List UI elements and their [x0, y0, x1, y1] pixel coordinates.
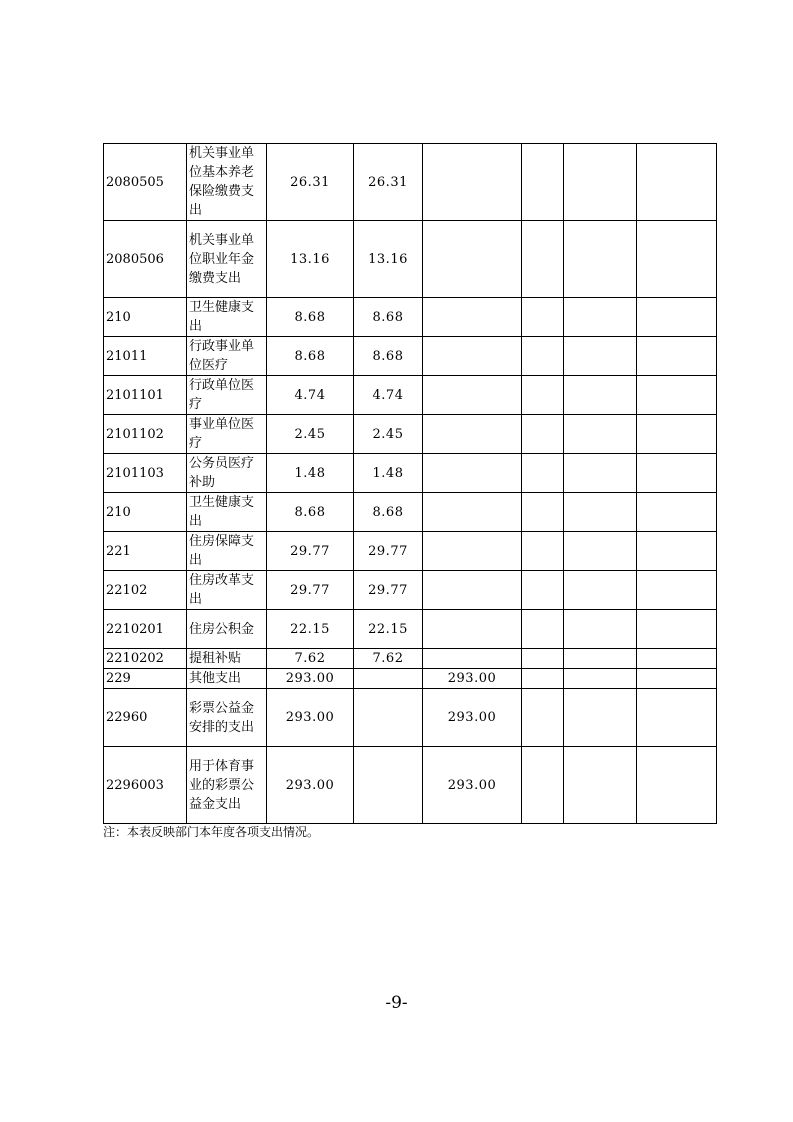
basic-expense-cell: 22.15: [354, 610, 423, 649]
subject-code-cell: 2210201: [104, 610, 187, 649]
basic-expense-cell: 8.68: [354, 337, 423, 376]
basic-expense-cell: 29.77: [354, 532, 423, 571]
subject-name-cell: 卫生健康支出: [187, 298, 267, 337]
basic-expense-cell: 2.45: [354, 415, 423, 454]
total-cell: 13.16: [267, 221, 354, 298]
col6-cell: [522, 144, 564, 221]
table-row: [104, 298, 717, 337]
subject-name-cell: 公务员医疗补助: [187, 454, 267, 493]
project-expense-cell: [423, 532, 522, 571]
table-body: [104, 144, 717, 824]
col8-cell: [637, 532, 717, 571]
col6-cell: [522, 747, 564, 824]
col7-cell: [564, 144, 637, 221]
project-expense-cell: [423, 649, 522, 669]
total-cell: 29.77: [267, 532, 354, 571]
subject-name-cell: 住房公积金: [187, 610, 267, 649]
table-row: [104, 415, 717, 454]
table-note: 注：本表反映部门本年度各项支出情况。: [103, 825, 320, 839]
total-cell: 8.68: [267, 493, 354, 532]
subject-name-cell: 住房改革支出: [187, 571, 267, 610]
col7-cell: [564, 649, 637, 669]
col8-cell: [637, 144, 717, 221]
subject-code-cell: 210: [104, 493, 187, 532]
table-row: [104, 454, 717, 493]
col6-cell: [522, 454, 564, 493]
subject-name-cell: 用于体育事业的彩票公益金支出: [187, 747, 267, 824]
basic-expense-cell: 7.62: [354, 649, 423, 669]
col6-cell: [522, 610, 564, 649]
subject-code-cell: 229: [104, 669, 187, 689]
basic-expense-cell: [354, 669, 423, 689]
col6-cell: [522, 571, 564, 610]
col7-cell: [564, 337, 637, 376]
subject-code-cell: 2080506: [104, 221, 187, 298]
subject-name-cell: 住房保障支出: [187, 532, 267, 571]
table-row: [104, 610, 717, 649]
basic-expense-cell: 8.68: [354, 493, 423, 532]
total-cell: 22.15: [267, 610, 354, 649]
subject-code-cell: 2101102: [104, 415, 187, 454]
project-expense-cell: [423, 376, 522, 415]
col7-cell: [564, 689, 637, 747]
col8-cell: [637, 689, 717, 747]
total-cell: 293.00: [267, 747, 354, 824]
table-row: [104, 649, 717, 669]
table-row: [104, 221, 717, 298]
basic-expense-cell: [354, 747, 423, 824]
subject-name-cell: 机关事业单位基本养老保险缴费支出: [187, 144, 267, 221]
total-cell: 293.00: [267, 689, 354, 747]
col6-cell: [522, 532, 564, 571]
subject-code-cell: 2296003: [104, 747, 187, 824]
col7-cell: [564, 610, 637, 649]
project-expense-cell: [423, 337, 522, 376]
col6-cell: [522, 689, 564, 747]
total-cell: 1.48: [267, 454, 354, 493]
col6-cell: [522, 298, 564, 337]
table-row: [104, 747, 717, 824]
col6-cell: [522, 337, 564, 376]
page-number: -9-: [385, 993, 408, 1013]
basic-expense-cell: 26.31: [354, 144, 423, 221]
subject-name-cell: 行政单位医疗: [187, 376, 267, 415]
project-expense-cell: [423, 415, 522, 454]
col8-cell: [637, 415, 717, 454]
col8-cell: [637, 493, 717, 532]
table-row: [104, 689, 717, 747]
project-expense-cell: [423, 493, 522, 532]
subject-code-cell: 2210202: [104, 649, 187, 669]
project-expense-cell: [423, 298, 522, 337]
col7-cell: [564, 298, 637, 337]
subject-code-cell: 2101101: [104, 376, 187, 415]
col8-cell: [637, 221, 717, 298]
project-expense-cell: [423, 454, 522, 493]
col7-cell: [564, 415, 637, 454]
project-expense-cell: [423, 610, 522, 649]
subject-code-cell: 221: [104, 532, 187, 571]
basic-expense-cell: 8.68: [354, 298, 423, 337]
subject-code-cell: 21011: [104, 337, 187, 376]
col7-cell: [564, 669, 637, 689]
col8-cell: [637, 669, 717, 689]
subject-name-cell: 彩票公益金安排的支出: [187, 689, 267, 747]
subject-name-cell: 事业单位医疗: [187, 415, 267, 454]
total-cell: 26.31: [267, 144, 354, 221]
project-expense-cell: 293.00: [423, 689, 522, 747]
basic-expense-cell: [354, 689, 423, 747]
subject-code-cell: 210: [104, 298, 187, 337]
basic-expense-cell: 1.48: [354, 454, 423, 493]
project-expense-cell: [423, 571, 522, 610]
table-row: [104, 493, 717, 532]
col8-cell: [637, 376, 717, 415]
col8-cell: [637, 298, 717, 337]
table-row: [104, 144, 717, 221]
subject-name-cell: 行政事业单位医疗: [187, 337, 267, 376]
col7-cell: [564, 376, 637, 415]
col7-cell: [564, 454, 637, 493]
col7-cell: [564, 493, 637, 532]
subject-name-cell: 提租补贴: [187, 649, 267, 669]
expenditure-table-container: [103, 143, 716, 824]
project-expense-cell: 293.00: [423, 747, 522, 824]
total-cell: 7.62: [267, 649, 354, 669]
project-expense-cell: 293.00: [423, 669, 522, 689]
subject-name-cell: 机关事业单位职业年金缴费支出: [187, 221, 267, 298]
expenditure-table: [103, 143, 717, 824]
table-row: [104, 337, 717, 376]
total-cell: 8.68: [267, 337, 354, 376]
project-expense-cell: [423, 221, 522, 298]
total-cell: 4.74: [267, 376, 354, 415]
basic-expense-cell: 13.16: [354, 221, 423, 298]
col6-cell: [522, 376, 564, 415]
total-cell: 2.45: [267, 415, 354, 454]
total-cell: 293.00: [267, 669, 354, 689]
subject-code-cell: 2101103: [104, 454, 187, 493]
col7-cell: [564, 221, 637, 298]
subject-name-cell: 其他支出: [187, 669, 267, 689]
table-row: [104, 532, 717, 571]
col8-cell: [637, 571, 717, 610]
basic-expense-cell: 4.74: [354, 376, 423, 415]
col6-cell: [522, 221, 564, 298]
col8-cell: [637, 454, 717, 493]
col6-cell: [522, 649, 564, 669]
subject-code-cell: 22102: [104, 571, 187, 610]
table-row: [104, 571, 717, 610]
col6-cell: [522, 669, 564, 689]
table-row: [104, 376, 717, 415]
col6-cell: [522, 415, 564, 454]
project-expense-cell: [423, 144, 522, 221]
col6-cell: [522, 493, 564, 532]
col7-cell: [564, 571, 637, 610]
table-row: [104, 669, 717, 689]
col8-cell: [637, 337, 717, 376]
col7-cell: [564, 747, 637, 824]
subject-code-cell: 2080505: [104, 144, 187, 221]
total-cell: 8.68: [267, 298, 354, 337]
basic-expense-cell: 29.77: [354, 571, 423, 610]
subject-name-cell: 卫生健康支出: [187, 493, 267, 532]
col8-cell: [637, 610, 717, 649]
col8-cell: [637, 649, 717, 669]
col8-cell: [637, 747, 717, 824]
col7-cell: [564, 532, 637, 571]
total-cell: 29.77: [267, 571, 354, 610]
subject-code-cell: 22960: [104, 689, 187, 747]
